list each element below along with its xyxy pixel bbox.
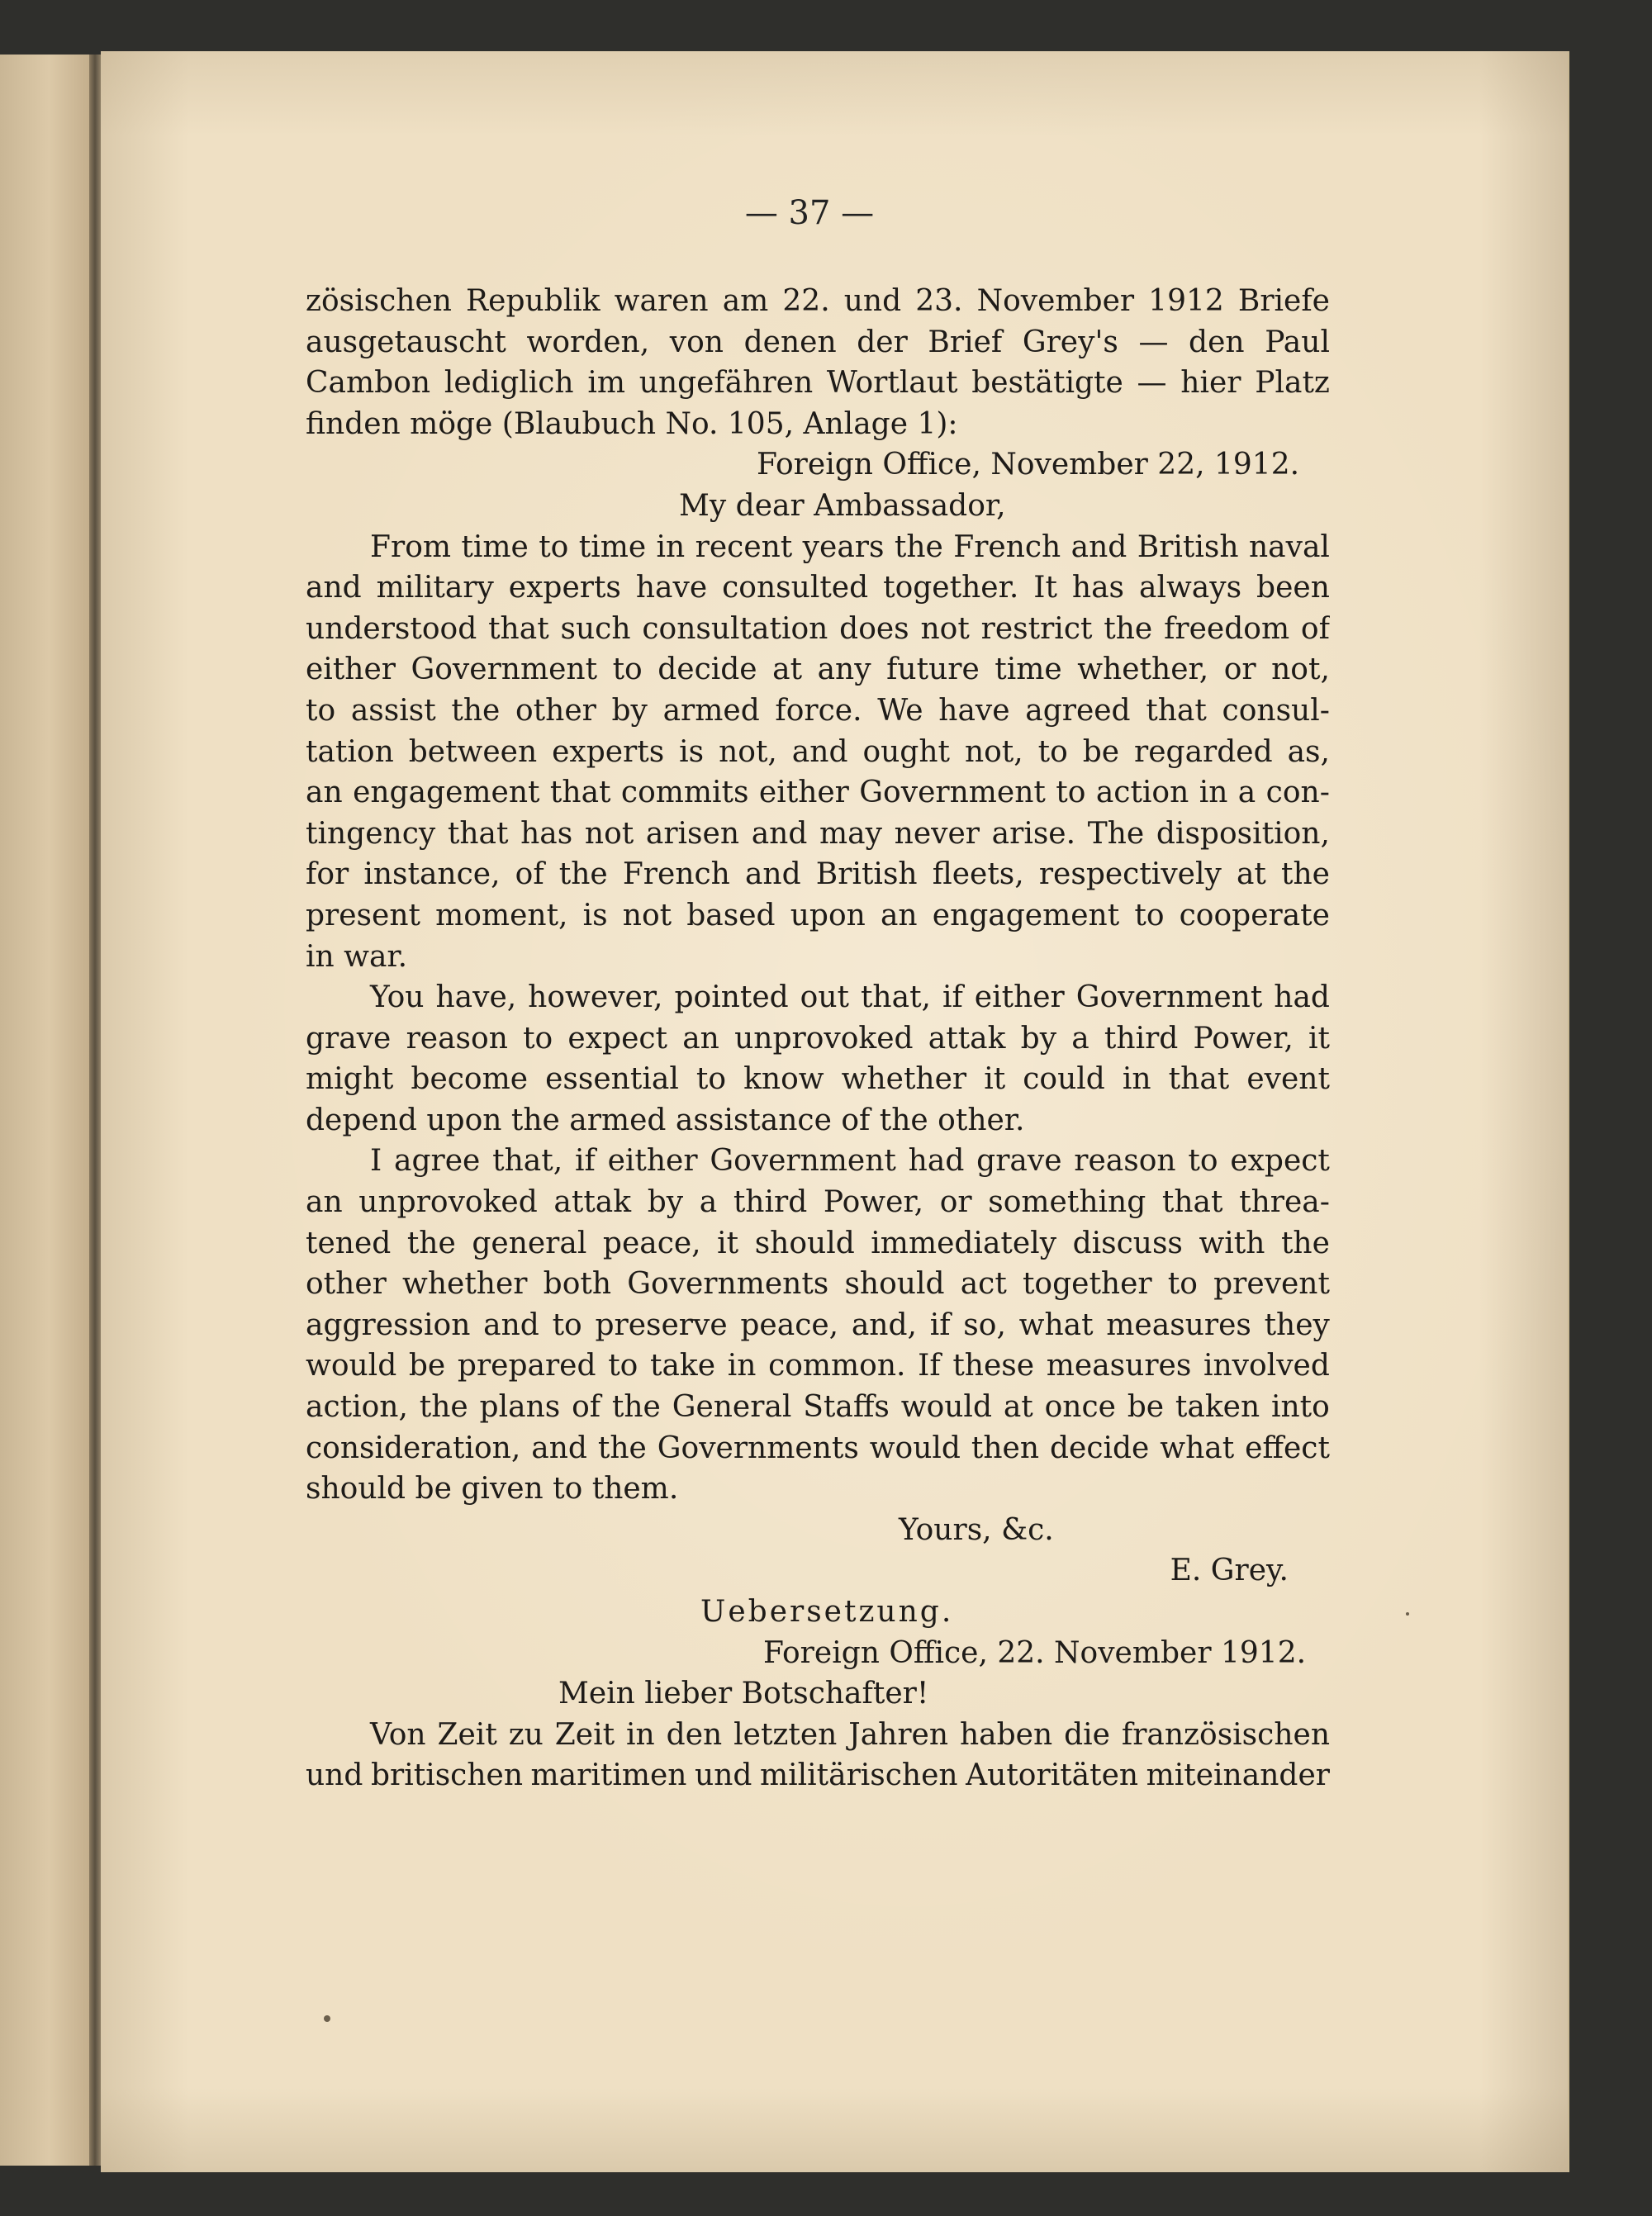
text-line: ausgetauscht worden, von denen der Brief Grey's — den Paul	[306, 325, 1330, 359]
text-line: to assist the other by armed force. We have agreed that consul-	[306, 693, 1330, 728]
text-line: action, the plans of the General Staffs would at once be taken into	[306, 1390, 1330, 1425]
text-line: and military experts have consulted together. It has always been	[306, 571, 1330, 605]
text-line: und britischen maritimen und militärischen Autoritäten miteinander	[306, 1758, 1330, 1793]
text-line: Cambon lediglich im ungefähren Wortlaut bestätigte — hier Platz	[306, 366, 1330, 401]
text-line: for instance, of the French and British fleets, respectively at the	[306, 857, 1330, 892]
text-line: From time to time in recent years the French and British naval	[370, 529, 1330, 564]
translation-heading: Uebersetzung.	[700, 1595, 954, 1629]
text-line: zösischen Republik waren am 22. und 23. November 1912 Briefe	[306, 284, 1330, 318]
page-number: — 37 —	[744, 194, 875, 232]
text-line: in war.	[306, 939, 408, 974]
letter-dateline: Foreign Office, November 22, 1912.	[757, 448, 1300, 482]
text-line: either Government to decide at any future time whether, or not,	[306, 652, 1330, 687]
text-line: You have, however, pointed out that, if either Government had	[370, 980, 1330, 1015]
paper-speck	[1406, 1612, 1409, 1616]
text-line: grave reason to expect an unprovoked attak by a third Power, it	[306, 1021, 1330, 1056]
translation-dateline: Foreign Office, 22. November 1912.	[763, 1635, 1307, 1670]
text-line: present moment, is not based upon an engagement to cooperate	[306, 898, 1330, 932]
page-body	[306, 281, 1330, 1796]
text-line: Von Zeit zu Zeit in den letzten Jahren haben die französischen	[370, 1717, 1330, 1752]
translation-salutation: Mein lieber Botschafter!	[558, 1677, 929, 1711]
text-line: an unprovoked attak by a third Power, or something that threa-	[306, 1185, 1330, 1220]
letter-signature: E. Grey.	[1170, 1554, 1289, 1588]
text-line: other whether both Governments should act together to prevent	[306, 1267, 1330, 1302]
text-line: tened the general peace, it should immediately discuss with the	[306, 1226, 1330, 1260]
left-page-edge	[0, 55, 89, 2166]
paper-speck	[324, 2015, 330, 2022]
text-line: understood that such consultation does not restrict the freedom of	[306, 611, 1330, 646]
text-line: consideration, and the Governments would then decide what effect	[306, 1431, 1330, 1465]
letter-closing: Yours, &c.	[899, 1512, 1054, 1547]
text-line: might become essential to know whether it could in that event	[306, 1062, 1330, 1097]
text-line: aggression and to preserve peace, and, if so, what measures they	[306, 1307, 1330, 1342]
letter-salutation: My dear Ambassador,	[679, 488, 1006, 523]
text-line: tingency that has not arisen and may never arise. The disposition,	[306, 816, 1330, 851]
text-line: depend upon the armed assistance of the other.	[306, 1103, 1025, 1137]
text-line: tation between experts is not, and ought not, to be regarded as,	[306, 734, 1330, 769]
text-line: would be prepared to take in common. If these measures involved	[306, 1349, 1330, 1383]
text-line: I agree that, if either Government had grave reason to expect	[370, 1144, 1330, 1179]
book-gutter	[89, 55, 101, 2166]
text-line: an engagement that commits either Government to action in a con-	[306, 776, 1330, 810]
text-line: should be given to them.	[306, 1472, 679, 1507]
text-line: finden möge (Blaubuch No. 105, Anlage 1):	[306, 406, 958, 441]
